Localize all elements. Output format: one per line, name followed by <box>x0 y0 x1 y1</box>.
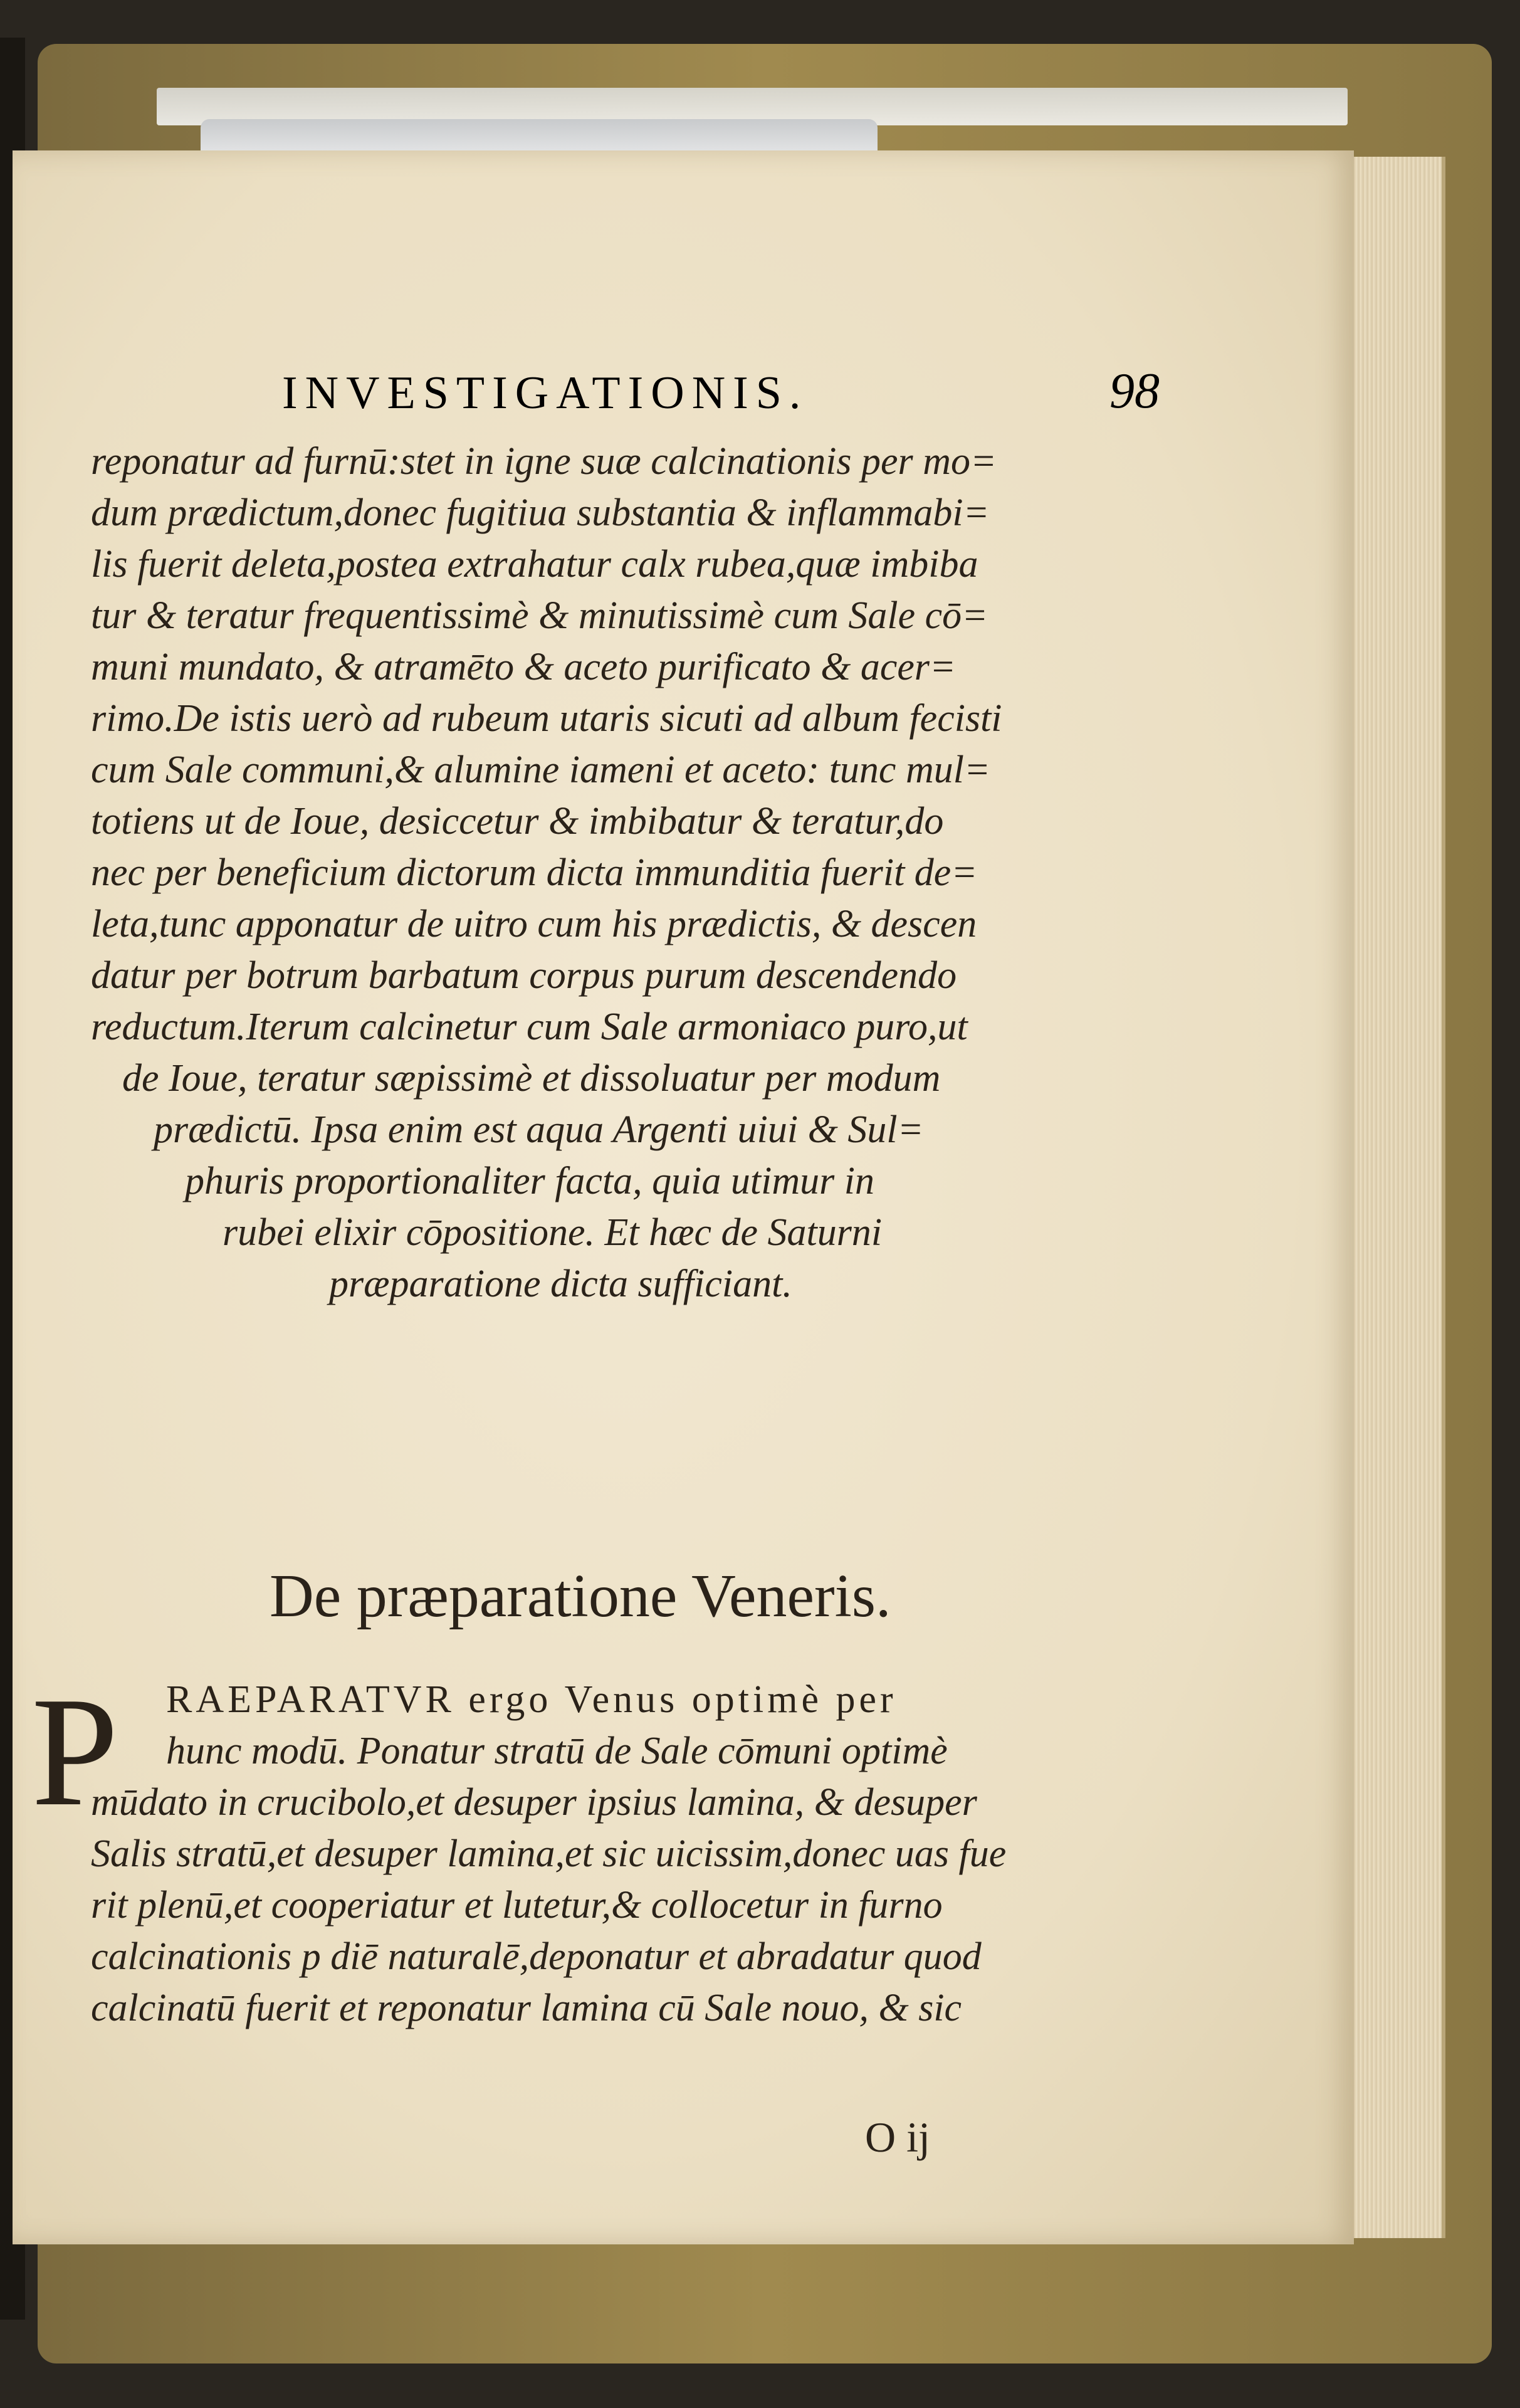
text-block-2 <box>91 1674 1150 2034</box>
text-line: prædictū. Ipsa enim est aqua Argenti uiui & Sul= <box>154 1108 924 1151</box>
text-line: præparatione dicta sufficiant. <box>329 1263 792 1305</box>
text-line: calcinatū fuerit et reponatur lamina cū Sale nouo, & sic <box>91 1987 962 2029</box>
section-heading: De præparatione Veneris. <box>270 1562 891 1630</box>
text-line: reductum.Iterum calcinetur cum Sale armoniaco puro,ut <box>91 1006 968 1048</box>
text-line: rit plenū,et cooperiatur et lutetur,& collocetur in furno <box>91 1884 943 1927</box>
text-line: nec per beneficium dictorum dicta immunditia fuerit de= <box>91 851 978 894</box>
text-line: de Ioue, teratur sæpissimè et dissoluatur per modum <box>122 1057 941 1100</box>
text-line: totiens ut de Ioue, desiccetur & imbibatur & teratur,do <box>91 800 944 843</box>
book-page <box>13 150 1354 2244</box>
text-line: hunc modū. Ponatur stratū de Sale cōmuni optimè <box>166 1730 948 1772</box>
text-line: dum prædictum,donec fugitiua substantia & inflammabi= <box>91 492 990 534</box>
page-number: 98 <box>1109 364 1160 419</box>
text-line: cum Sale communi,& alumine iameni et aceto: tunc mul= <box>91 749 990 791</box>
text-line: mūdato in crucibolo,et desuper ipsius lamina, & desuper <box>91 1781 977 1824</box>
text-line: leta,tunc apponatur de uitro cum his prædictis, & descen <box>91 903 977 945</box>
text-line: tur & teratur frequentissimè & minutissimè cum Sale cō= <box>91 594 988 637</box>
text-line: calcinationis p diē naturalē,deponatur et abradatur quod <box>91 1935 982 1978</box>
text-line: muni mundato, & atramēto & aceto purificato & acer= <box>91 646 956 688</box>
text-line: phuris proportionaliter facta, quia utimur in <box>185 1160 874 1202</box>
text-line: Salis stratū,et desuper lamina,et sic uicissim,donec uas fue <box>91 1832 1007 1875</box>
text-line: RAEPARATVR ergo Venus optimè per <box>166 1678 897 1721</box>
page-edges <box>1348 157 1445 2238</box>
text-line: rubei elixir cōpositione. Et hæc de Saturni <box>223 1211 883 1254</box>
running-title: INVESTIGATIONIS. <box>282 367 809 419</box>
drop-cap: P <box>31 1665 119 1839</box>
signature-mark: O ij <box>865 2113 930 2161</box>
text-block-1 <box>91 436 1150 1310</box>
text-line: datur per botrum barbatum corpus purum descendendo <box>91 954 957 997</box>
text-line: lis fuerit deleta,postea extrahatur calx rubea,quæ imbiba <box>91 543 978 586</box>
text-line: reponatur ad furnū:stet in igne suæ calcinationis per mo= <box>91 440 997 483</box>
page-header <box>282 364 1222 429</box>
text-line: rimo.De istis uerò ad rubeum utaris sicuti ad album fecisti <box>91 697 1002 740</box>
